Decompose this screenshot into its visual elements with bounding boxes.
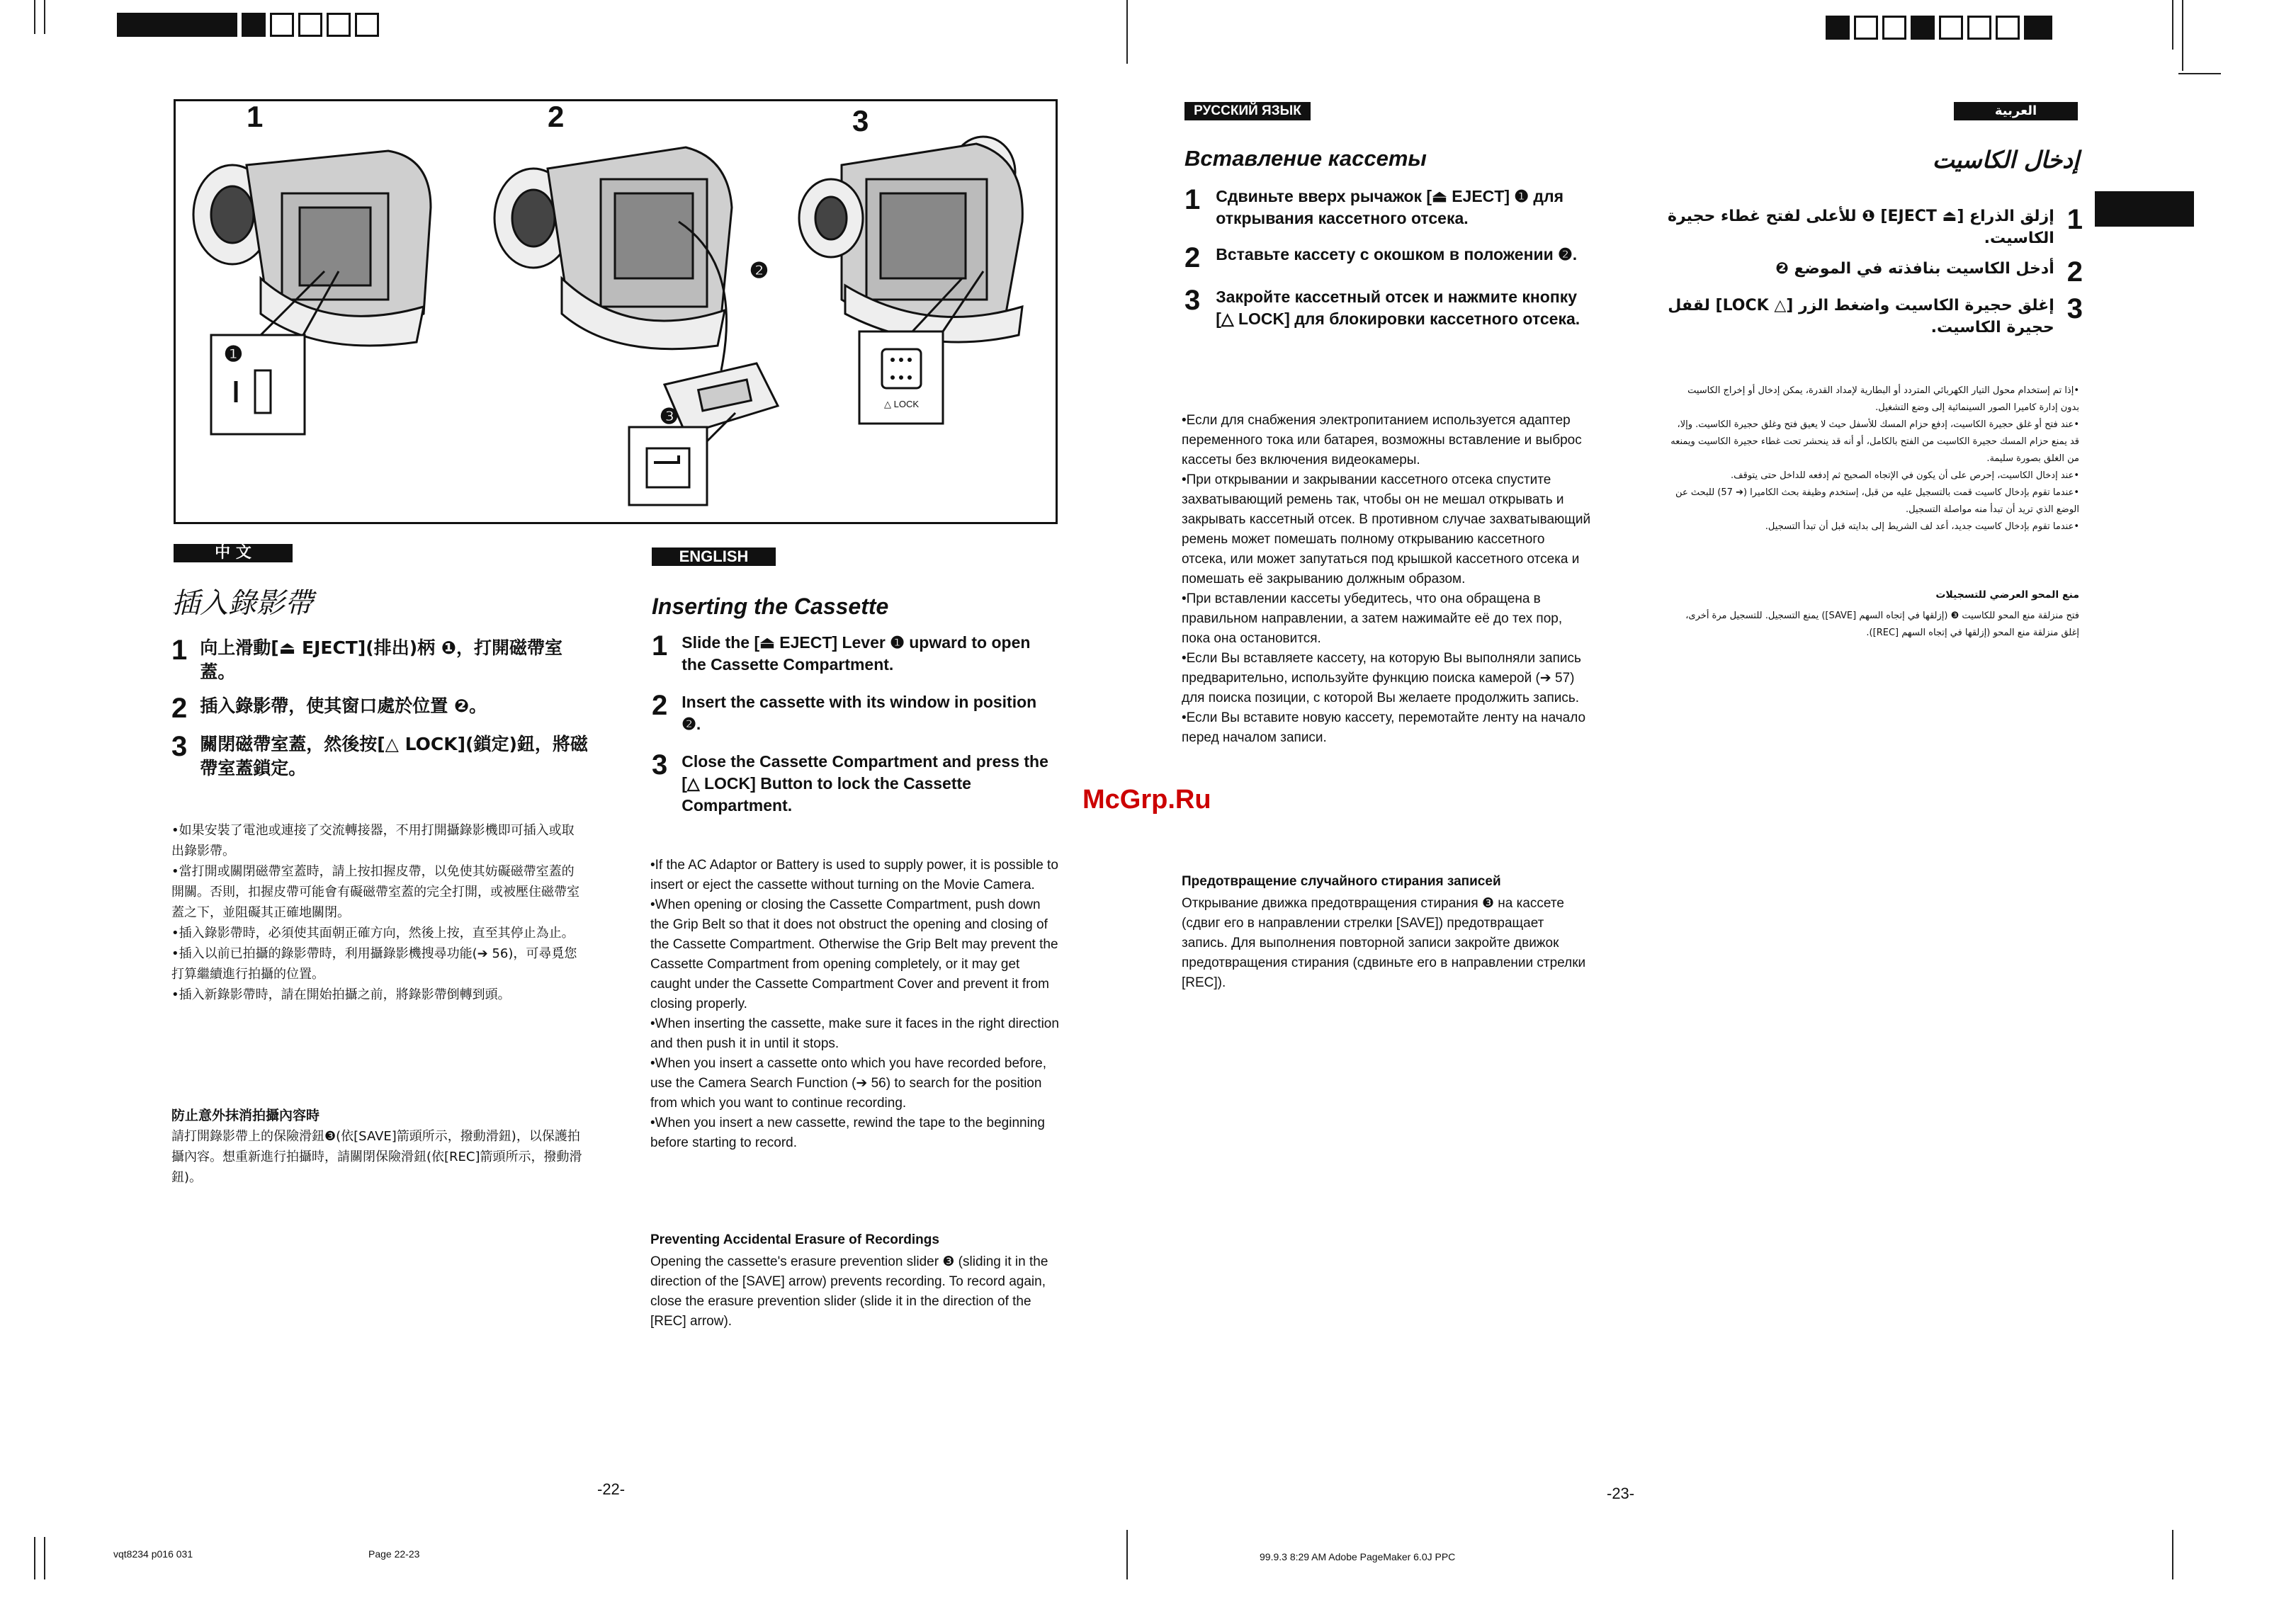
note: •插入新錄影帶時，請在開始拍攝之前，將錄影帶倒轉到頭。	[171, 987, 511, 1002]
footer-file: vqt8234 p016 031	[113, 1548, 193, 1560]
note: •插入以前已拍攝的錄影帶時，利用攝錄影機搜尋功能(➔ 56)，可尋覓您打算繼續進行拍攝的位置。	[171, 946, 577, 982]
note: •عندما تقوم بإدخال كاسيت قمت بالتسجيل عليه من قبل، إستخدم وظيفة بحث الكاميرا (➔ 57) للبحث عن الوضع الذي تريد أن تبدأ منه مواصلة التسجيل.	[1675, 487, 2079, 515]
english-notes	[650, 856, 1061, 1153]
crop-mark	[1126, 1530, 1128, 1579]
note: •插入錄影帶時，必須使其面朝正確方向，然後上按，直至其停止為止。	[171, 926, 575, 941]
english-subhead: Preventing Accidental Erasure of Recordings	[650, 1232, 939, 1247]
arabic-subhead: منع المحو العرضي للتسجيلات	[1935, 589, 2079, 601]
figure-label-2: 2	[548, 100, 565, 133]
note: •При вставлении кассеты убедитесь, что она обращена в правильном направлении, а затем нажимайте её до тех пор, пока она остановится.	[1182, 591, 1563, 646]
english-steps	[652, 632, 1056, 817]
step-number: 3	[652, 749, 668, 781]
step-text: Закройте кассетный отсек и нажмите кнопку [△ LOCK] для блокировки кассетного отсека.	[1216, 288, 1580, 328]
camcorder-3-icon	[799, 137, 1022, 342]
crop-mark	[44, 0, 45, 34]
registration-strip-right	[1826, 16, 2052, 40]
chinese-steps	[171, 636, 589, 781]
step-number: 2	[1184, 242, 1201, 273]
step-number: 2	[171, 693, 188, 724]
crop-mark	[44, 1537, 45, 1579]
note: •إذا تم إستخدام محول التيار الكهربائي المتردد أو البطارية لإمداد القدرة، يمكن إدخال أو إخراج الكاسيت بدون إدارة كاميرا الصور السينمائية إلى وضع التشغيل.	[1687, 385, 2079, 413]
step-number: 1	[652, 630, 668, 662]
registration-strip-left	[117, 13, 379, 37]
step-text: 關閉磁帶室蓋，然後按[△ LOCK](鎖定)鈕，將磁帶室蓋鎖定。	[200, 734, 588, 778]
page-number-left: -22-	[597, 1480, 626, 1498]
note: •When inserting the cassette, make sure it faces in the right direction and then push it in until it stops.	[650, 1016, 1059, 1051]
chinese-title: 插入錄影帶	[171, 587, 313, 620]
note: •При открывании и закрывании кассетного отсека спустите захватывающий ремень так, чтобы он не мешал открывать и закрывать кассетный отсек. В противном случае захватывающий ремень может помешать полному открыванию кассетного отсека, или может запутаться под крышкой кассетного отсека и помешать её закрыванию должным образом.	[1182, 472, 1591, 586]
page-number-right: -23-	[1607, 1485, 1635, 1502]
footer-timestamp: 99.9.3 8:29 AM Adobe PageMaker 6.0J PPC	[1260, 1551, 1456, 1562]
watermark: McGrp.Ru	[1082, 785, 1211, 815]
step-text: إغلق حجيرة الكاسيت واضغط الزر [△ LOCK] لقفل حجيرة الكاسيت.	[1668, 297, 2054, 336]
chinese-subhead: 防止意外抹消拍攝內容時	[171, 1108, 320, 1123]
cassette-tape-icon	[665, 363, 778, 434]
crop-mark	[34, 1537, 35, 1579]
callout-eject: ❶	[224, 343, 243, 366]
note: •當打開或關閉磁帶室蓋時，請上按扣握皮帶，以免使其妨礙磁帶室蓋的開關。否則，扣握皮帶可能會有礙磁帶室蓋的完全打開，或被壓住磁帶室蓋之下，並阻礙其正確地關閉。	[171, 864, 579, 920]
step-text: Slide the [⏏ EJECT] Lever ❶ upward to open the Cassette Compartment.	[682, 633, 1031, 674]
step-number: 2	[652, 690, 668, 721]
crop-mark	[2182, 0, 2183, 71]
footer-page: Page 22-23	[368, 1548, 420, 1560]
lang-label-english: ENGLISH	[652, 547, 776, 566]
lang-label-russian: РУССКИЙ ЯЗЫК	[1184, 102, 1311, 120]
note: •عند إدخال الكاسيت، إحرص على أن يكون في الإتجاه الصحيح ثم إدفعه للداخل حتى يتوقف.	[1731, 470, 2079, 481]
lock-button-label: △ LOCK	[884, 399, 920, 409]
step-text: Close the Cassette Compartment and press the [△ LOCK] Button to lock the Cassette Compartment.	[682, 752, 1048, 815]
callout-erasure-slider: ❸	[660, 405, 679, 429]
arabic-subtext: فتح منزلقة منع المحو للكاسيت ❸ (إزلقها في إتجاه السهم [SAVE]) يمنع التسجيل. للتسجيل مرة أخرى، إغلق منزلقة منع المحو (إزلقها في إتجاه السهم [REC]).	[1685, 611, 2079, 638]
arabic-title: إدخال الكاسيت	[1932, 146, 2079, 174]
step-text: Insert the cassette with its window in position ❷.	[682, 693, 1037, 733]
step-number: 3	[2066, 293, 2083, 324]
arabic-notes	[1668, 382, 2079, 535]
crop-mark	[34, 0, 35, 34]
note: •Если Вы вставите новую кассету, перемотайте ленту на начало перед началом записи.	[1182, 710, 1586, 745]
note: •Если Вы вставляете кассету, на которую Вы выполняли запись предварительно, используйте функцию поиска камерой (➔ 57) для поиска позиции, с которой Вы желаете продолжить запись.	[1182, 651, 1581, 705]
russian-subtext: Открывание движка предотвращения стирания ❸ на кассете (сдвиг его в направлении стрелки [SAVE]) предотвращает запись. Для выполнения повторной записи закройте движок предотвращения стирания (сдвиньте его в направлении стрелки [REC]).	[1182, 896, 1586, 990]
note: •When you insert a new cassette, rewind the tape to the beginning before starting to record.	[650, 1116, 1045, 1150]
russian-subhead: Предотвращение случайного стирания записей	[1182, 874, 1501, 889]
crop-mark	[2172, 0, 2173, 50]
crop-mark	[2172, 1530, 2173, 1579]
step-text: إزلق الذراع [⏏ EJECT] ❶ للأعلى لفتح غطاء حجيرة الكاسيت.	[1668, 208, 2054, 247]
note: •When you insert a cassette onto which you have recorded before, use the Camera Search Function (➔ 56) to search for the position from which you want to continue recording.	[650, 1056, 1047, 1111]
note: •If the AC Adaptor or Battery is used to supply power, it is possible to insert or eject the cassette without turning on the Movie Camera.	[650, 858, 1058, 892]
side-tab	[2095, 191, 2194, 227]
step-text: أدخل الكاسيت بنافذته في الموضع ❷	[1775, 260, 2054, 278]
callout-window: ❷	[750, 259, 769, 283]
step-number: 2	[2066, 256, 2083, 288]
step-number: 1	[1184, 184, 1201, 215]
crop-mark	[2178, 73, 2221, 74]
camcorder-2-icon	[494, 147, 732, 349]
step-number: 1	[2066, 204, 2083, 235]
step-text: Сдвиньте вверх рычажок [⏏ EJECT] ❶ для открывания кассетного отсека.	[1216, 187, 1564, 227]
english-subtext: Opening the cassette's erasure prevention slider ❸ (sliding it in the direction of the [SAVE] arrow) prevents recording. To record again, close the erasure prevention slider (slide it in the direction of the [REC] arrow).	[650, 1254, 1048, 1329]
step-number: 3	[1184, 285, 1201, 316]
step-text: Вставьте кассету с окошком в положении ❷.	[1216, 245, 1578, 263]
russian-steps	[1184, 186, 1595, 330]
step-number: 3	[171, 731, 188, 762]
note: •如果安裝了電池或連接了交流轉接器，不用打開攝錄影機即可插入或取出錄影帶。	[171, 823, 575, 858]
step-text: 向上滑動[⏏ EJECT](排出)柄 ❶，打開磁帶室蓋。	[200, 637, 563, 682]
chinese-subtext: 請打開錄影帶上的保險滑鈕❸(依[SAVE]箭頭所示，撥動滑鈕)，以保護拍攝內容。想重新進行拍攝時，請關閉保險滑鈕(依[REC]箭頭所示，撥動滑鈕)。	[171, 1129, 582, 1185]
arabic-steps	[1658, 205, 2083, 339]
russian-notes	[1182, 411, 1593, 748]
camcorder-1-icon	[193, 151, 431, 346]
note: •عندما تقوم بإدخال كاسيت جديد، أعد لف الشريط إلى بدايته قبل أن تبدأ التسجيل.	[1765, 521, 2079, 532]
camcorder-illustrations	[176, 101, 1056, 522]
chinese-notes	[171, 820, 586, 1005]
crop-mark	[1126, 0, 1128, 64]
note: •عند فتح أو غلق حجيرة الكاسيت، إدفع حزام المسك للأسفل حيث لا يعيق فتح وغلق حجيرة الكاسيت. وإلا، قد يمنع حزام المسك حجيرة الكاسيت من الفتح بالكامل، أو أنه قد ينحشر تحت غطاء حجيرة الكاسيت ويمنعه من الغلق بصورة سليمة.	[1670, 419, 2079, 464]
cassette-insertion-figure	[174, 99, 1058, 524]
figure-label-3: 3	[852, 104, 869, 137]
english-title: Inserting the Cassette	[652, 594, 889, 619]
russian-title: Вставление кассеты	[1184, 146, 1427, 171]
step-text: 插入錄影帶，使其窗口處於位置 ❷。	[200, 696, 487, 716]
note: •Если для снабжения электропитанием используется адаптер переменного тока или батарея, возможны вставление и выброс кассеты без включения видеокамеры.	[1182, 413, 1582, 467]
step-number: 1	[171, 635, 188, 666]
figure-label-1: 1	[247, 100, 264, 133]
lang-label-arabic: العربية	[1954, 102, 2078, 120]
note: •When opening or closing the Cassette Compartment, push down the Grip Belt so that it does not obstruct the opening and closing of the Cassette Compartment. Otherwise the Grip Belt may prevent the Cassette Compartment from opening completely, or it may get caught under the Cassette Compartment Cover and prevent it from closing properly.	[650, 897, 1058, 1011]
lang-label-chinese: 中 文	[174, 544, 293, 562]
